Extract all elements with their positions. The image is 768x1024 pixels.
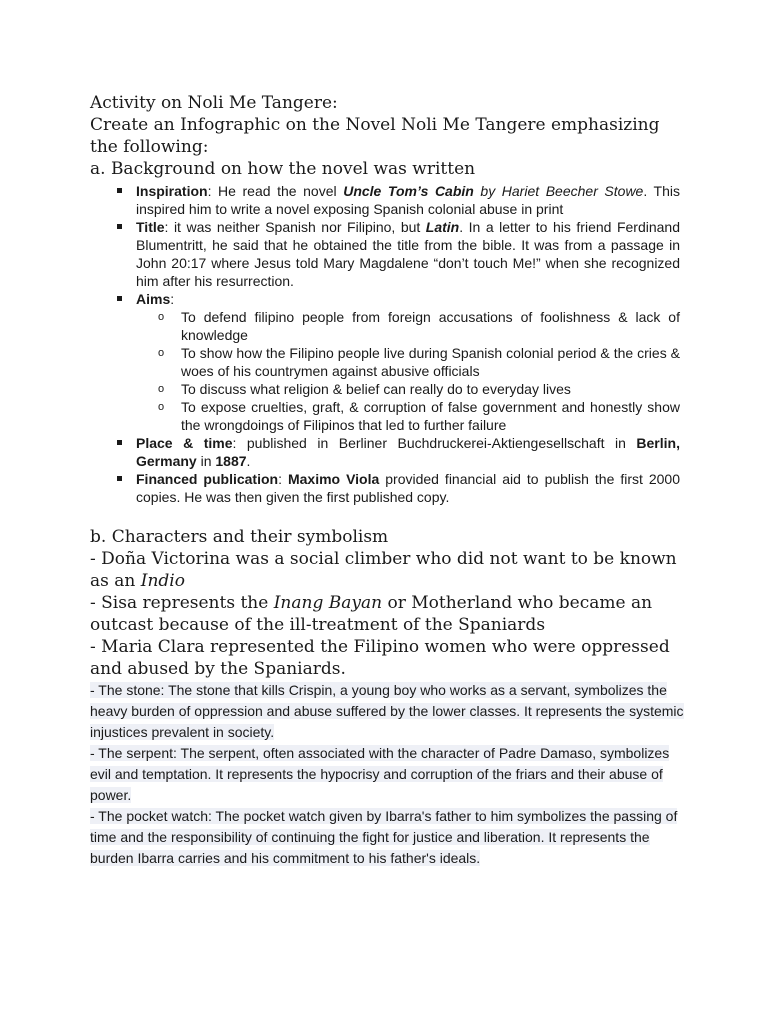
aims-sublist — [136, 308, 680, 434]
victorina-text: - Doña Victorina was a social climber who did not want to be known as an Indio — [90, 549, 677, 591]
inspiration-item: Inspiration: He read the novel Uncle Tom’s Cabin by Hariet Beecher Stowe. This inspired him to write a novel exposing Spanish colonial abuse in print — [136, 183, 681, 217]
place-time-item: Place & time: published in Berliner Buchdruckerei-Aktiengesellschaft in Berlin, Germany in 1887. — [136, 435, 680, 469]
stone-symbol-text: - The stone: The stone that kills Crispin, a young boy who works as a servant, symbolizes the heavy burden of oppression and abuse suffered by the lower classes. It represents the systemic injustices prevalent in society. — [90, 682, 684, 740]
sisa-text: - Sisa represents the Inang Bayan or Motherland who became an outcast because of the ill-treatment of the Spaniards — [90, 593, 653, 635]
aim-item: o To discuss what religion & belief can really do to everyday lives — [181, 380, 680, 398]
aims-item: Aims: o To defend filipino people from foreign accusations of foolishness & lack of knowledge o To show how the Filipino people live during Spanish colonial period & the cries & woes of his countrymen against abusive officials o To discuss what religion & belief can really do to everyday lives o To expose cruelties, graft, & corruption of false government and honestly show the wrongdoings of Filipinos that led to further failure — [136, 290, 680, 434]
title-item: Title: it was neither Spanish nor Filipino, but Latin. In a letter to his friend Ferdinand Blumentritt, he said that he obtained the title from the bible. It was from a passage in John 20:17 where Jesus told Mary Magdalene “don’t touch Me!” when she recognized him after his resurrection. — [136, 219, 680, 289]
spacer — [90, 506, 680, 526]
aim-item: o To expose cruelties, graft, & corruption of false government and honestly show the wrongdoings of Filipinos that led to further failure — [181, 398, 680, 434]
instruction-text: Create an Infographic on the Novel Noli Me Tangere emphasizing the following: — [90, 115, 660, 157]
inspiration-label: Inspiration — [136, 183, 208, 199]
section-b-heading: b. Characters and their symbolism — [90, 527, 389, 547]
serpent-symbol-text: - The serpent: The serpent, often associated with the character of Padre Damaso, symbolizes evil and temptation. It represents the hypocrisy and corruption of the friars and their abuse of power. — [90, 745, 670, 803]
financed-label: Financed publication — [136, 471, 279, 487]
aim-item: o To show how the Filipino people live during Spanish colonial period & the cries & woes of his countrymen against abusive officials — [181, 344, 680, 380]
document-page — [90, 92, 684, 869]
aims-label: Aims — [136, 291, 171, 307]
title-label: Title — [136, 219, 165, 235]
maria-clara-text: - Maria Clara represented the Filipino women who were oppressed and abused by the Spaniards. — [90, 637, 670, 679]
book-title: Uncle Tom’s Cabin — [343, 183, 474, 199]
background-list — [90, 182, 680, 506]
aim-item: o To defend filipino people from foreign accusations of foolishness & lack of knowledge — [181, 308, 680, 344]
place-label: Place & time — [136, 435, 233, 451]
financed-item: Financed publication: Maximo Viola provided financial aid to publish the first 2000 copies. He was then given the first published copy. — [136, 471, 681, 505]
pocket-watch-symbol-text: - The pocket watch: The pocket watch given by Ibarra's father to him symbolizes the passing of time and the responsibility of continuing the fight for justice and liberation. It represents the burden Ibarra carries and his commitment to his father's ideals. — [90, 808, 678, 866]
section-a-heading: a. Background on how the novel was written — [90, 159, 476, 179]
page-title: Activity on Noli Me Tangere: — [90, 93, 338, 113]
